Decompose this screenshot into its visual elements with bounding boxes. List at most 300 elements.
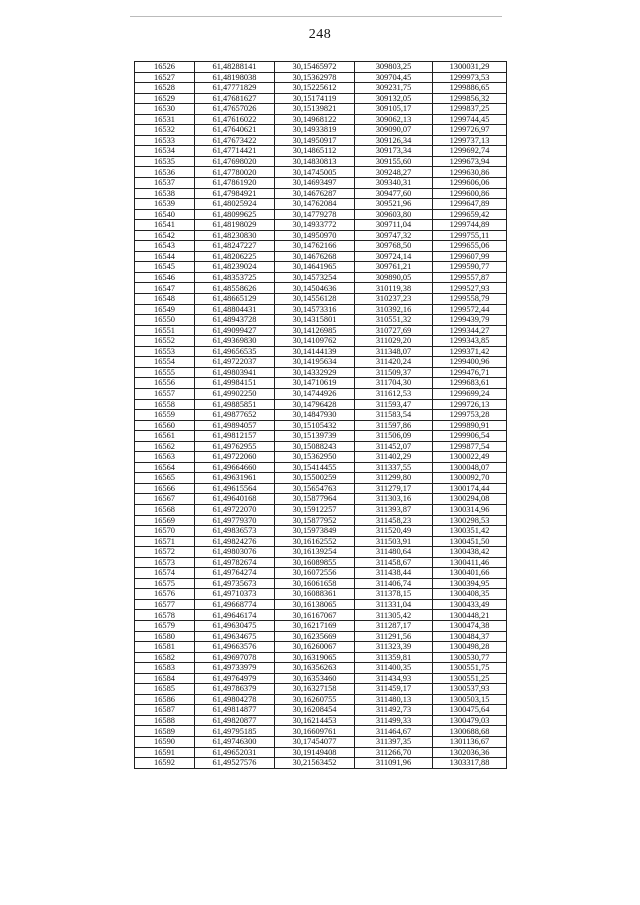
point-number-cell: 16561 (135, 431, 195, 442)
y-coordinate-cell: 1300448,21 (433, 610, 507, 621)
y-coordinate-cell: 1300031,29 (433, 62, 507, 73)
longitude-cell: 30,15139739 (275, 431, 355, 442)
latitude-cell: 61,49722070 (195, 504, 275, 515)
longitude-cell: 30,14332929 (275, 367, 355, 378)
point-number-cell: 16532 (135, 125, 195, 136)
point-number-cell: 16546 (135, 272, 195, 283)
longitude-cell: 30,15877952 (275, 515, 355, 526)
point-number-cell: 16536 (135, 167, 195, 178)
x-coordinate-cell: 309231,75 (355, 83, 433, 94)
table-row (135, 146, 507, 157)
point-number-cell: 16574 (135, 568, 195, 579)
x-coordinate-cell: 311402,29 (355, 452, 433, 463)
longitude-cell: 30,16327158 (275, 684, 355, 695)
longitude-cell: 30,14109762 (275, 336, 355, 347)
latitude-cell: 61,49782674 (195, 557, 275, 568)
x-coordinate-cell: 311406,74 (355, 578, 433, 589)
table-row (135, 230, 507, 241)
y-coordinate-cell: 1300351,42 (433, 526, 507, 537)
point-number-cell: 16544 (135, 251, 195, 262)
x-coordinate-cell: 309090,07 (355, 125, 433, 136)
longitude-cell: 30,16138065 (275, 599, 355, 610)
longitude-cell: 30,14830813 (275, 156, 355, 167)
latitude-cell: 61,48239024 (195, 262, 275, 273)
latitude-cell: 61,49824276 (195, 536, 275, 547)
coordinates-table (134, 61, 507, 769)
y-coordinate-cell: 1300484,37 (433, 631, 507, 642)
latitude-cell: 61,47616022 (195, 114, 275, 125)
y-coordinate-cell: 1300294,08 (433, 494, 507, 505)
longitude-cell: 30,16061658 (275, 578, 355, 589)
point-number-cell: 16579 (135, 620, 195, 631)
table-row (135, 209, 507, 220)
table-row (135, 346, 507, 357)
latitude-cell: 61,49663576 (195, 642, 275, 653)
latitude-cell: 61,49668774 (195, 599, 275, 610)
point-number-cell: 16535 (135, 156, 195, 167)
latitude-cell: 61,47984921 (195, 188, 275, 199)
y-coordinate-cell: 1300503,15 (433, 694, 507, 705)
table-row (135, 62, 507, 73)
point-number-cell: 16581 (135, 642, 195, 653)
x-coordinate-cell: 311348,07 (355, 346, 433, 357)
table-row (135, 114, 507, 125)
point-number-cell: 16550 (135, 315, 195, 326)
point-number-cell: 16540 (135, 209, 195, 220)
table-row (135, 367, 507, 378)
point-number-cell: 16584 (135, 673, 195, 684)
point-number-cell: 16570 (135, 526, 195, 537)
x-coordinate-cell: 311287,17 (355, 620, 433, 631)
x-coordinate-cell: 309062,13 (355, 114, 433, 125)
table-row (135, 156, 507, 167)
table-row (135, 620, 507, 631)
x-coordinate-cell: 310392,16 (355, 304, 433, 315)
point-number-cell: 16560 (135, 420, 195, 431)
point-number-cell: 16566 (135, 483, 195, 494)
longitude-cell: 30,21563452 (275, 758, 355, 769)
table-row (135, 462, 507, 473)
y-coordinate-cell: 1300408,35 (433, 589, 507, 600)
x-coordinate-cell: 309105,17 (355, 104, 433, 115)
x-coordinate-cell: 309724,14 (355, 251, 433, 262)
y-coordinate-cell: 1299572,44 (433, 304, 507, 315)
longitude-cell: 30,14573254 (275, 272, 355, 283)
table-row (135, 378, 507, 389)
longitude-cell: 30,14573316 (275, 304, 355, 315)
latitude-cell: 61,47771829 (195, 83, 275, 94)
point-number-cell: 16565 (135, 473, 195, 484)
longitude-cell: 30,14641965 (275, 262, 355, 273)
longitude-cell: 30,15362950 (275, 452, 355, 463)
x-coordinate-cell: 309340,31 (355, 178, 433, 189)
point-number-cell: 16571 (135, 536, 195, 547)
latitude-cell: 61,49722060 (195, 452, 275, 463)
latitude-cell: 61,49527576 (195, 758, 275, 769)
x-coordinate-cell: 310551,32 (355, 315, 433, 326)
latitude-cell: 61,49812157 (195, 431, 275, 442)
y-coordinate-cell: 1300451,50 (433, 536, 507, 547)
latitude-cell: 61,49984151 (195, 378, 275, 389)
table-row (135, 441, 507, 452)
y-coordinate-cell: 1299692,74 (433, 146, 507, 157)
x-coordinate-cell: 309704,45 (355, 72, 433, 83)
point-number-cell: 16578 (135, 610, 195, 621)
point-number-cell: 16590 (135, 737, 195, 748)
point-number-cell: 16539 (135, 199, 195, 210)
longitude-cell: 30,14693497 (275, 178, 355, 189)
point-number-cell: 16547 (135, 283, 195, 294)
table-row (135, 399, 507, 410)
table-row (135, 262, 507, 273)
table-row (135, 705, 507, 716)
coordinates-table-body (135, 62, 507, 769)
y-coordinate-cell: 1299371,42 (433, 346, 507, 357)
point-number-cell: 16567 (135, 494, 195, 505)
latitude-cell: 61,49099427 (195, 325, 275, 336)
x-coordinate-cell: 309248,27 (355, 167, 433, 178)
table-row (135, 325, 507, 336)
latitude-cell: 61,47681627 (195, 93, 275, 104)
y-coordinate-cell: 1300298,53 (433, 515, 507, 526)
table-row (135, 473, 507, 484)
latitude-cell: 61,48099625 (195, 209, 275, 220)
x-coordinate-cell: 311438,44 (355, 568, 433, 579)
table-row (135, 631, 507, 642)
x-coordinate-cell: 311091,96 (355, 758, 433, 769)
longitude-cell: 30,14933819 (275, 125, 355, 136)
page-number: 248 (308, 27, 332, 42)
x-coordinate-cell: 311459,17 (355, 684, 433, 695)
x-coordinate-cell: 311266,70 (355, 747, 433, 758)
x-coordinate-cell: 311323,39 (355, 642, 433, 653)
longitude-cell: 30,16162552 (275, 536, 355, 547)
latitude-cell: 61,47657026 (195, 104, 275, 115)
x-coordinate-cell: 309890,05 (355, 272, 433, 283)
latitude-cell: 61,49733979 (195, 663, 275, 674)
y-coordinate-cell: 1299590,77 (433, 262, 507, 273)
longitude-cell: 30,16260067 (275, 642, 355, 653)
longitude-cell: 30,16139254 (275, 547, 355, 558)
y-coordinate-cell: 1299630,86 (433, 167, 507, 178)
point-number-cell: 16564 (135, 462, 195, 473)
table-row (135, 536, 507, 547)
table-row (135, 294, 507, 305)
point-number-cell: 16554 (135, 357, 195, 368)
y-coordinate-cell: 1299344,27 (433, 325, 507, 336)
x-coordinate-cell: 311331,04 (355, 599, 433, 610)
table-row (135, 251, 507, 262)
table-row (135, 483, 507, 494)
point-number-cell: 16553 (135, 346, 195, 357)
y-coordinate-cell: 1299753,28 (433, 410, 507, 421)
longitude-cell: 30,15225612 (275, 83, 355, 94)
y-coordinate-cell: 1300479,03 (433, 715, 507, 726)
point-number-cell: 16549 (135, 304, 195, 315)
table-row (135, 673, 507, 684)
longitude-cell: 30,14504636 (275, 283, 355, 294)
x-coordinate-cell: 309803,25 (355, 62, 433, 73)
longitude-cell: 30,16353460 (275, 673, 355, 684)
point-number-cell: 16537 (135, 178, 195, 189)
longitude-cell: 30,17454077 (275, 737, 355, 748)
longitude-cell: 30,16089855 (275, 557, 355, 568)
latitude-cell: 61,47673422 (195, 135, 275, 146)
y-coordinate-cell: 1299726,97 (433, 125, 507, 136)
longitude-cell: 30,14796428 (275, 399, 355, 410)
x-coordinate-cell: 311612,53 (355, 388, 433, 399)
longitude-cell: 30,16217169 (275, 620, 355, 631)
x-coordinate-cell: 311506,09 (355, 431, 433, 442)
table-row (135, 642, 507, 653)
latitude-cell: 61,49795185 (195, 726, 275, 737)
x-coordinate-cell: 311393,87 (355, 504, 433, 515)
latitude-cell: 61,49779370 (195, 515, 275, 526)
longitude-cell: 30,14950917 (275, 135, 355, 146)
y-coordinate-cell: 1299837,25 (433, 104, 507, 115)
longitude-cell: 30,14762084 (275, 199, 355, 210)
point-number-cell: 16542 (135, 230, 195, 241)
table-row (135, 199, 507, 210)
y-coordinate-cell: 1299655,06 (433, 241, 507, 252)
table-row (135, 178, 507, 189)
table-row (135, 504, 507, 515)
x-coordinate-cell: 309768,50 (355, 241, 433, 252)
point-number-cell: 16552 (135, 336, 195, 347)
point-number-cell: 16555 (135, 367, 195, 378)
table-row (135, 167, 507, 178)
longitude-cell: 30,15174119 (275, 93, 355, 104)
point-number-cell: 16573 (135, 557, 195, 568)
point-number-cell: 16572 (135, 547, 195, 558)
table-row (135, 547, 507, 558)
longitude-cell: 30,16072556 (275, 568, 355, 579)
table-row (135, 758, 507, 769)
latitude-cell: 61,49656535 (195, 346, 275, 357)
x-coordinate-cell: 311397,35 (355, 737, 433, 748)
latitude-cell: 61,49369830 (195, 336, 275, 347)
point-number-cell: 16541 (135, 220, 195, 231)
longitude-cell: 30,14676268 (275, 251, 355, 262)
table-row (135, 357, 507, 368)
x-coordinate-cell: 311503,91 (355, 536, 433, 547)
point-number-cell: 16577 (135, 599, 195, 610)
longitude-cell: 30,14144139 (275, 346, 355, 357)
longitude-cell: 30,15912257 (275, 504, 355, 515)
longitude-cell: 30,14762166 (275, 241, 355, 252)
y-coordinate-cell: 1302036,36 (433, 747, 507, 758)
x-coordinate-cell: 309126,34 (355, 135, 433, 146)
y-coordinate-cell: 1299343,85 (433, 336, 507, 347)
x-coordinate-cell: 311337,55 (355, 462, 433, 473)
point-number-cell: 16585 (135, 684, 195, 695)
y-coordinate-cell: 1299600,86 (433, 188, 507, 199)
point-number-cell: 16583 (135, 663, 195, 674)
y-coordinate-cell: 1300475,64 (433, 705, 507, 716)
longitude-cell: 30,15973849 (275, 526, 355, 537)
longitude-cell: 30,16208454 (275, 705, 355, 716)
point-number-cell: 16543 (135, 241, 195, 252)
table-row (135, 431, 507, 442)
point-number-cell: 16582 (135, 652, 195, 663)
longitude-cell: 30,15139821 (275, 104, 355, 115)
point-number-cell: 16588 (135, 715, 195, 726)
x-coordinate-cell: 311291,56 (355, 631, 433, 642)
table-row (135, 304, 507, 315)
table-row (135, 737, 507, 748)
point-number-cell: 16534 (135, 146, 195, 157)
x-coordinate-cell: 311420,24 (355, 357, 433, 368)
table-row (135, 388, 507, 399)
latitude-cell: 61,47714421 (195, 146, 275, 157)
y-coordinate-cell: 1299659,42 (433, 209, 507, 220)
latitude-cell: 61,49764979 (195, 673, 275, 684)
latitude-cell: 61,49820877 (195, 715, 275, 726)
point-number-cell: 16558 (135, 399, 195, 410)
table-row (135, 125, 507, 136)
latitude-cell: 61,49804278 (195, 694, 275, 705)
table-row (135, 726, 507, 737)
x-coordinate-cell: 309155,60 (355, 156, 433, 167)
x-coordinate-cell: 311520,49 (355, 526, 433, 537)
table-row (135, 93, 507, 104)
y-coordinate-cell: 1299699,24 (433, 388, 507, 399)
table-row (135, 104, 507, 115)
table-row (135, 72, 507, 83)
table-row (135, 589, 507, 600)
latitude-cell: 61,49646174 (195, 610, 275, 621)
table-row (135, 684, 507, 695)
longitude-cell: 30,15500259 (275, 473, 355, 484)
longitude-cell: 30,16356263 (275, 663, 355, 674)
x-coordinate-cell: 309761,21 (355, 262, 433, 273)
point-number-cell: 16587 (135, 705, 195, 716)
x-coordinate-cell: 311593,47 (355, 399, 433, 410)
x-coordinate-cell: 311378,15 (355, 589, 433, 600)
y-coordinate-cell: 1299973,53 (433, 72, 507, 83)
y-coordinate-cell: 1299744,89 (433, 220, 507, 231)
x-coordinate-cell: 311029,20 (355, 336, 433, 347)
point-number-cell: 16551 (135, 325, 195, 336)
y-coordinate-cell: 1299856,32 (433, 93, 507, 104)
x-coordinate-cell: 311492,73 (355, 705, 433, 716)
y-coordinate-cell: 1300092,70 (433, 473, 507, 484)
latitude-cell: 61,48665129 (195, 294, 275, 305)
latitude-cell: 61,48804431 (195, 304, 275, 315)
y-coordinate-cell: 1300174,44 (433, 483, 507, 494)
latitude-cell: 61,49814877 (195, 705, 275, 716)
longitude-cell: 30,16235669 (275, 631, 355, 642)
y-coordinate-cell: 1301136,67 (433, 737, 507, 748)
point-number-cell: 16569 (135, 515, 195, 526)
table-row (135, 652, 507, 663)
y-coordinate-cell: 1300022,49 (433, 452, 507, 463)
longitude-cell: 30,14847930 (275, 410, 355, 421)
point-number-cell: 16529 (135, 93, 195, 104)
table-row (135, 694, 507, 705)
latitude-cell: 61,49634675 (195, 631, 275, 642)
longitude-cell: 30,14556128 (275, 294, 355, 305)
y-coordinate-cell: 1300530,77 (433, 652, 507, 663)
y-coordinate-cell: 1299726,13 (433, 399, 507, 410)
table-row (135, 526, 507, 537)
x-coordinate-cell: 309711,04 (355, 220, 433, 231)
latitude-cell: 61,49722037 (195, 357, 275, 368)
latitude-cell: 61,49652031 (195, 747, 275, 758)
latitude-cell: 61,47861920 (195, 178, 275, 189)
latitude-cell: 61,48206225 (195, 251, 275, 262)
latitude-cell: 61,49894057 (195, 420, 275, 431)
table-row (135, 494, 507, 505)
longitude-cell: 30,15362978 (275, 72, 355, 83)
latitude-cell: 61,49803076 (195, 547, 275, 558)
y-coordinate-cell: 1299558,79 (433, 294, 507, 305)
table-row (135, 663, 507, 674)
longitude-cell: 30,14676287 (275, 188, 355, 199)
y-coordinate-cell: 1300314,96 (433, 504, 507, 515)
y-coordinate-cell: 1299400,96 (433, 357, 507, 368)
longitude-cell: 30,14865112 (275, 146, 355, 157)
point-number-cell: 16576 (135, 589, 195, 600)
table-row (135, 715, 507, 726)
longitude-cell: 30,16319065 (275, 652, 355, 663)
point-number-cell: 16586 (135, 694, 195, 705)
x-coordinate-cell: 311305,42 (355, 610, 433, 621)
y-coordinate-cell: 1300688,68 (433, 726, 507, 737)
y-coordinate-cell: 1300048,07 (433, 462, 507, 473)
x-coordinate-cell: 309132,05 (355, 93, 433, 104)
y-coordinate-cell: 1299877,54 (433, 441, 507, 452)
point-number-cell: 16557 (135, 388, 195, 399)
x-coordinate-cell: 309521,96 (355, 199, 433, 210)
point-number-cell: 16545 (135, 262, 195, 273)
x-coordinate-cell: 311303,16 (355, 494, 433, 505)
y-coordinate-cell: 1299527,93 (433, 283, 507, 294)
latitude-cell: 61,48198029 (195, 220, 275, 231)
x-coordinate-cell: 311434,93 (355, 673, 433, 684)
table-row (135, 220, 507, 231)
latitude-cell: 61,49885851 (195, 399, 275, 410)
latitude-cell: 61,49615564 (195, 483, 275, 494)
table-row (135, 272, 507, 283)
latitude-cell: 61,49640168 (195, 494, 275, 505)
table-row (135, 515, 507, 526)
point-number-cell: 16533 (135, 135, 195, 146)
x-coordinate-cell: 311480,13 (355, 694, 433, 705)
table-row (135, 283, 507, 294)
x-coordinate-cell: 311704,30 (355, 378, 433, 389)
longitude-cell: 30,16260755 (275, 694, 355, 705)
latitude-cell: 61,48230830 (195, 230, 275, 241)
x-coordinate-cell: 309603,80 (355, 209, 433, 220)
table-row (135, 578, 507, 589)
longitude-cell: 30,16214453 (275, 715, 355, 726)
table-row (135, 188, 507, 199)
latitude-cell: 61,49836573 (195, 526, 275, 537)
latitude-cell: 61,49631961 (195, 473, 275, 484)
latitude-cell: 61,49764274 (195, 568, 275, 579)
x-coordinate-cell: 310237,23 (355, 294, 433, 305)
longitude-cell: 30,19149408 (275, 747, 355, 758)
point-number-cell: 16559 (135, 410, 195, 421)
y-coordinate-cell: 1299737,13 (433, 135, 507, 146)
latitude-cell: 61,47698020 (195, 156, 275, 167)
point-number-cell: 16538 (135, 188, 195, 199)
latitude-cell: 61,49746300 (195, 737, 275, 748)
table-row (135, 135, 507, 146)
longitude-cell: 30,15877964 (275, 494, 355, 505)
x-coordinate-cell: 309747,32 (355, 230, 433, 241)
